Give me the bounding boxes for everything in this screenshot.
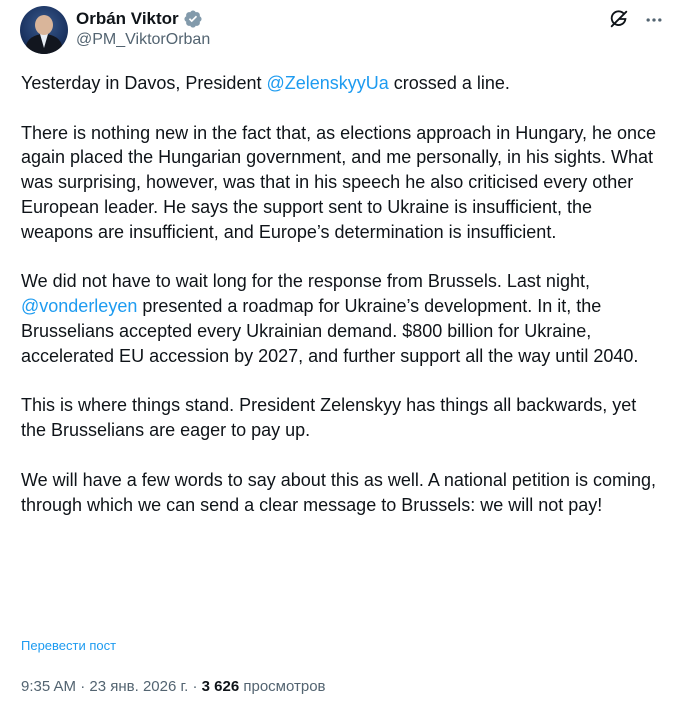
avatar[interactable] (20, 6, 68, 54)
meta-separator: · (80, 678, 86, 695)
display-name[interactable]: Orbán Viktor (76, 9, 179, 28)
mention-link[interactable]: @ZelenskyyUa (266, 73, 389, 93)
views-label: просмотров (243, 678, 326, 695)
tweet-meta (21, 678, 326, 695)
verified-badge-icon[interactable] (183, 9, 203, 29)
paragraph-2: There is nothing new in the fact that, as elections approach in Hungary, he once again placed the Hungarian government, and me personally, in his sights. What was surprising, however, was that in his speech he also criticised every other European leader. He says the support sent to Ukraine is insufficient, the weapons are insufficient, and Europe’s determination is insufficient. (21, 122, 657, 242)
author-names (76, 8, 210, 49)
views-count: 3 626 (201, 678, 240, 695)
translate-post-link[interactable]: Перевести пост (21, 638, 117, 653)
handle[interactable]: @PM_ViktorOrban (76, 31, 211, 48)
tweet-date[interactable]: 23 янв. 2026 г. (89, 678, 189, 695)
tweet-time[interactable]: 9:35 AM (21, 678, 77, 695)
paragraph-1: Yesterday in Davos, President @ZelenskyyUa crossed a line. (21, 73, 510, 93)
mention-link[interactable]: @vonderleyen (21, 296, 138, 317)
paragraph-5: We will have a few words to say about this as well. A national petition is coming, through which we can send a clear message to Brussels: we will not pay! (21, 469, 656, 515)
grok-icon[interactable] (608, 8, 630, 30)
paragraph-4: This is where things stand. President Zelenskyy has things all backwards, yet the Brusselians are eager to pay up. (21, 395, 637, 441)
tweet-text (21, 71, 661, 517)
tweet-header (20, 6, 660, 54)
paragraph-3: We did not have to wait long for the response from Brussels. Last night, @vonderleyen presented a roadmap for Ukraine’s development. In it, the Brusselians accepted every Ukrainian demand. $800 billion for Ukraine, accelerated EU accession by 2027, and further support all the way until 2040. (21, 271, 639, 366)
meta-separator: · (192, 678, 198, 695)
more-icon[interactable] (644, 10, 664, 30)
